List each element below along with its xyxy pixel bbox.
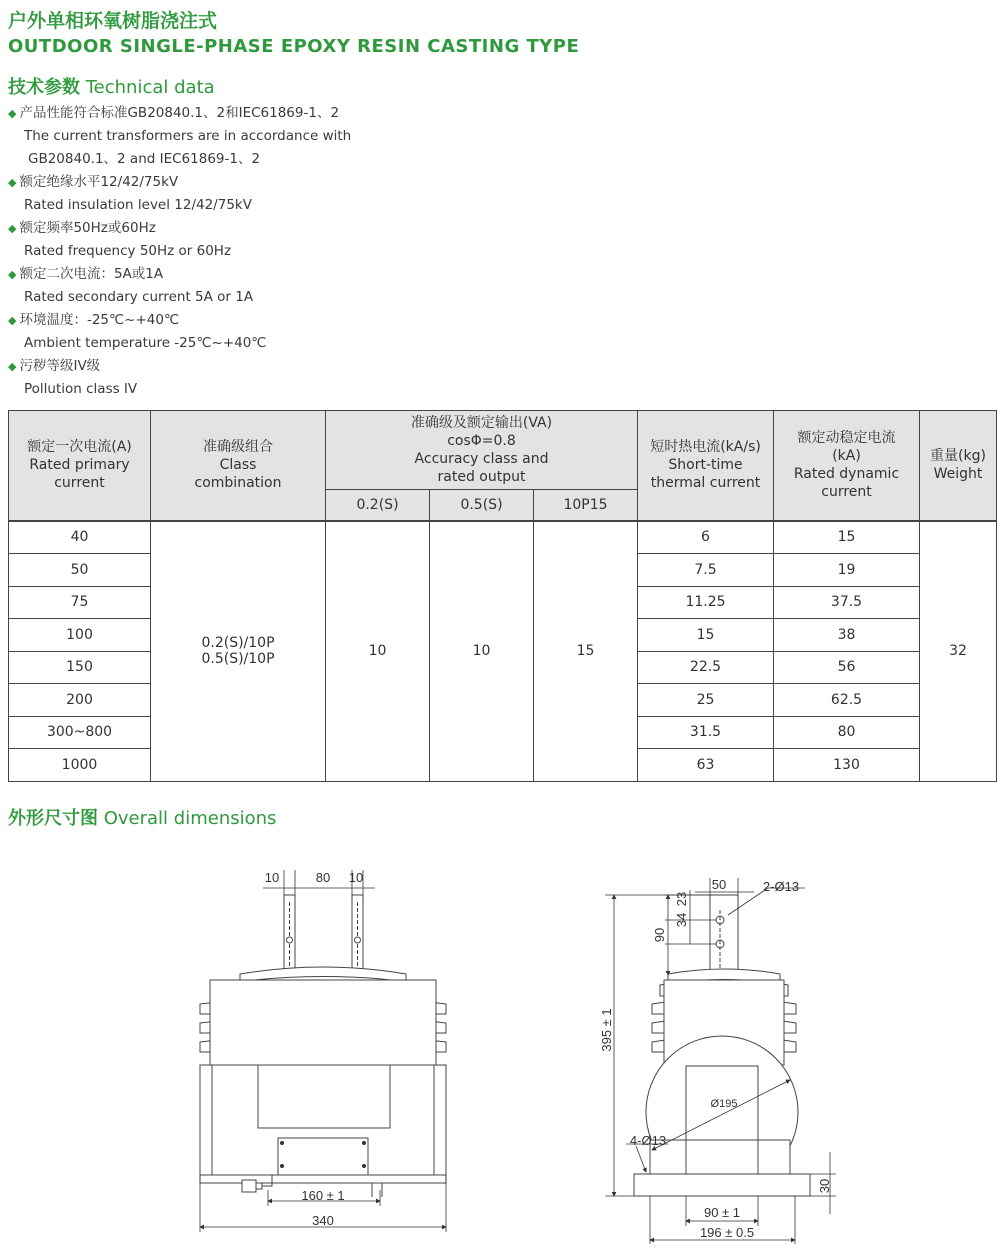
cell-primary: 200 bbox=[9, 684, 151, 717]
technical-heading-en: Technical data bbox=[85, 77, 215, 98]
spec-item bbox=[8, 217, 608, 263]
spec-en: Rated secondary current 5A or 1A bbox=[24, 289, 254, 305]
spec-en: GB20840.1、2 and IEC61869-1、2 bbox=[28, 151, 261, 167]
spec-en: The current transformers are in accordance with bbox=[24, 128, 352, 144]
dim-side-395: 395 ± 1 bbox=[599, 1008, 614, 1052]
header-output-02s: 0.2(S) bbox=[326, 490, 430, 521]
dim-front-80: 80 bbox=[315, 870, 331, 885]
cell-thermal: 6 bbox=[638, 521, 774, 554]
spec-item bbox=[8, 355, 608, 401]
dim-side-50: 50 bbox=[711, 877, 727, 892]
spec-cn: ◆ 额定绝缘水平12/42/75kV bbox=[8, 171, 608, 194]
cell-primary: 100 bbox=[9, 619, 151, 652]
dim-front-10b: 10 bbox=[348, 870, 364, 885]
dimensions-heading-cn: 外形尺寸图 bbox=[8, 808, 98, 829]
dim-side-hole2: 2-Ø13 bbox=[762, 879, 800, 894]
spec-item bbox=[8, 309, 608, 355]
header-weight: 重量(kg) Weight bbox=[920, 411, 997, 521]
cell-dynamic: 62.5 bbox=[774, 684, 920, 717]
header-class-combination: 准确级组合 Class combination bbox=[151, 411, 326, 521]
technical-heading-cn: 技术参数 bbox=[8, 77, 80, 98]
dim-side-34: 34 bbox=[674, 912, 689, 928]
cell-dynamic: 38 bbox=[774, 619, 920, 652]
dimensions-heading bbox=[8, 804, 276, 830]
cell-dynamic: 19 bbox=[774, 554, 920, 587]
table-row bbox=[9, 521, 997, 554]
cell-dynamic: 80 bbox=[774, 716, 920, 749]
technical-heading bbox=[8, 73, 215, 99]
front-view-drawing bbox=[200, 895, 446, 1197]
spec-cn: ◆ 额定二次电流：5A或1A bbox=[8, 263, 608, 286]
cell-thermal: 15 bbox=[638, 619, 774, 652]
cell-output-10p15: 15 bbox=[534, 521, 638, 782]
cell-primary: 40 bbox=[9, 521, 151, 554]
cell-dynamic: 130 bbox=[774, 749, 920, 782]
cell-thermal: 25 bbox=[638, 684, 774, 717]
cell-weight: 32 bbox=[920, 521, 997, 782]
spec-en: Pollution class IV bbox=[24, 381, 138, 397]
title-cn: 户外单相环氧树脂浇注式 bbox=[8, 10, 218, 32]
cell-primary: 150 bbox=[9, 651, 151, 684]
cell-primary: 75 bbox=[9, 586, 151, 619]
cell-thermal: 7.5 bbox=[638, 554, 774, 587]
header-thermal-current: 短时热电流(kA/s) Short-time thermal current bbox=[638, 411, 774, 521]
spec-cn: ◆ 污秽等级IV级 bbox=[8, 355, 608, 378]
dim-side-196: 196 ± 0.5 bbox=[699, 1225, 755, 1240]
cell-dynamic: 15 bbox=[774, 521, 920, 554]
dim-side-dia195: Ø195 bbox=[710, 1098, 738, 1110]
dim-front-160: 160 ± 1 bbox=[301, 1188, 345, 1203]
cell-primary: 1000 bbox=[9, 749, 151, 782]
spec-cn: ◆ 产品性能符合标准GB20840.1、2和IEC61869-1、2 bbox=[8, 102, 608, 125]
spec-list bbox=[8, 102, 608, 401]
dim-front-340: 340 bbox=[312, 1213, 334, 1228]
spec-cn: ◆ 额定频率50Hz或60Hz bbox=[8, 217, 608, 240]
header-output-10p15: 10P15 bbox=[534, 490, 638, 521]
spec-item bbox=[8, 263, 608, 309]
header-rated-output: 准确级及额定输出(VA) cosΦ=0.8 Accuracy class and rated output bbox=[326, 411, 638, 490]
spec-en: Rated insulation level 12/42/75kV bbox=[24, 197, 252, 213]
cell-thermal: 11.25 bbox=[638, 586, 774, 619]
cell-class-combination: 0.2(S)/10P 0.5(S)/10P bbox=[151, 521, 326, 782]
cell-thermal: 22.5 bbox=[638, 651, 774, 684]
header-output-05s: 0.5(S) bbox=[430, 490, 534, 521]
cell-primary: 300~800 bbox=[9, 716, 151, 749]
spec-en: Ambient temperature -25℃~+40℃ bbox=[24, 335, 267, 351]
header-dynamic-current: 额定动稳定电流 (kA) Rated dynamic current bbox=[774, 411, 920, 521]
dim-side-hole4: 4-Ø13 bbox=[629, 1133, 667, 1148]
title-en: OUTDOOR SINGLE-PHASE EPOXY RESIN CASTING TYPE bbox=[8, 36, 580, 57]
cell-thermal: 63 bbox=[638, 749, 774, 782]
spec-en: Rated frequency 50Hz or 60Hz bbox=[24, 243, 232, 259]
cell-dynamic: 56 bbox=[774, 651, 920, 684]
dimensions-heading-en: Overall dimensions bbox=[103, 808, 277, 829]
spec-cn: ◆ 环境温度：-25℃~+40℃ bbox=[8, 309, 608, 332]
spec-item bbox=[8, 102, 608, 171]
cell-dynamic: 37.5 bbox=[774, 586, 920, 619]
cell-output-02s: 10 bbox=[326, 521, 430, 782]
header-primary-current: 额定一次电流(A) Rated primary current bbox=[9, 411, 151, 521]
cell-output-05s: 10 bbox=[430, 521, 534, 782]
dim-front-10a: 10 bbox=[264, 870, 280, 885]
cell-primary: 50 bbox=[9, 554, 151, 587]
dimension-drawings bbox=[0, 850, 1000, 1248]
technical-table bbox=[8, 410, 997, 782]
dim-side-30: 30 bbox=[817, 1178, 832, 1194]
dim-side-23: 23 bbox=[674, 891, 689, 907]
dim-side-90h: 90 ± 1 bbox=[703, 1205, 741, 1220]
cell-thermal: 31.5 bbox=[638, 716, 774, 749]
dim-side-90v: 90 bbox=[652, 927, 667, 943]
spec-item bbox=[8, 171, 608, 217]
